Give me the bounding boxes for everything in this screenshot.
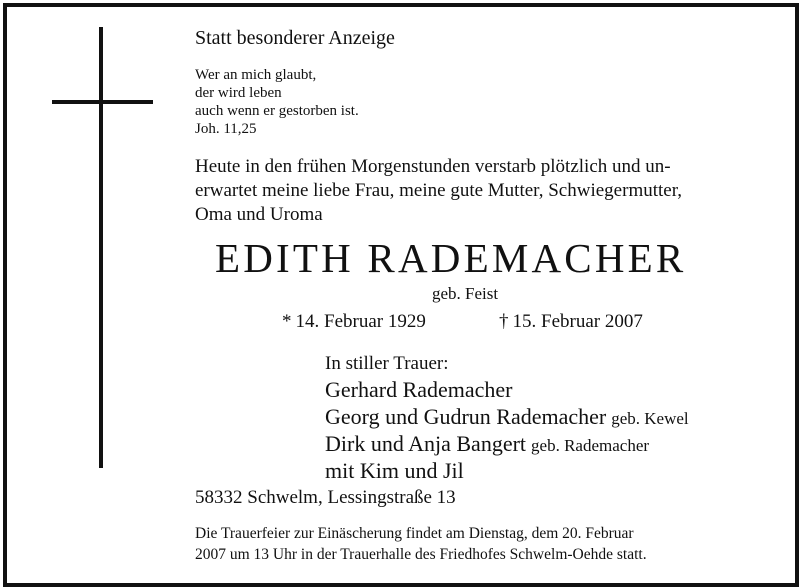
service-line: Die Trauerfeier zur Einäscherung findet am Dienstag, dem 20. Februar bbox=[195, 525, 634, 542]
death-announcement bbox=[195, 155, 682, 227]
mourner-name: Gerhard Rademacher bbox=[325, 377, 513, 402]
death-date bbox=[499, 310, 643, 334]
announcement-line: erwartet meine liebe Frau, meine gute Mutter, Schwiegermutter, bbox=[195, 180, 683, 201]
death-symbol: † bbox=[499, 311, 509, 332]
verse-line: der wird leben bbox=[195, 85, 282, 101]
notice-heading: Statt besonderer Anzeige bbox=[195, 27, 395, 49]
bible-verse bbox=[195, 66, 359, 138]
mourner-item bbox=[325, 457, 689, 484]
verse-reference: Joh. 11,25 bbox=[195, 121, 257, 137]
announcement-line: Heute in den frühen Morgenstunden verstarb plötzlich und un- bbox=[195, 156, 671, 177]
cross-vertical-bar bbox=[99, 27, 103, 468]
deceased-name: EDITH RADEMACHER bbox=[215, 235, 687, 281]
mourner-name: Dirk und Anja Bangert bbox=[325, 431, 527, 456]
mourner-name: Georg und Gudrun Rademacher bbox=[325, 404, 607, 429]
mourner-item bbox=[325, 376, 689, 403]
mourner-item bbox=[325, 430, 689, 457]
funeral-service-info bbox=[195, 523, 647, 565]
birth-date bbox=[282, 310, 426, 334]
family-address: 58332 Schwelm, Lessingstraße 13 bbox=[195, 487, 456, 508]
birth-symbol: * bbox=[282, 311, 292, 332]
birth-date-text: 14. Februar 1929 bbox=[295, 311, 426, 332]
mourner-note: geb. Rademacher bbox=[531, 436, 650, 455]
mourners-list bbox=[325, 376, 689, 484]
verse-line: auch wenn er gestorben ist. bbox=[195, 103, 359, 119]
announcement-line: Oma und Uroma bbox=[195, 204, 323, 225]
cross-horizontal-bar bbox=[52, 100, 153, 104]
mourner-item bbox=[325, 403, 689, 430]
service-line: 2007 um 13 Uhr in der Trauerhalle des Friedhofes Schwelm-Oehde statt. bbox=[195, 546, 647, 563]
death-date-text: 15. Februar 2007 bbox=[512, 311, 643, 332]
verse-line: Wer an mich glaubt, bbox=[195, 67, 317, 83]
mourning-heading: In stiller Trauer: bbox=[325, 353, 449, 374]
birth-name: geb. Feist bbox=[432, 284, 499, 303]
mourner-note: geb. Kewel bbox=[611, 409, 689, 428]
mourner-name: mit Kim und Jil bbox=[325, 458, 464, 483]
